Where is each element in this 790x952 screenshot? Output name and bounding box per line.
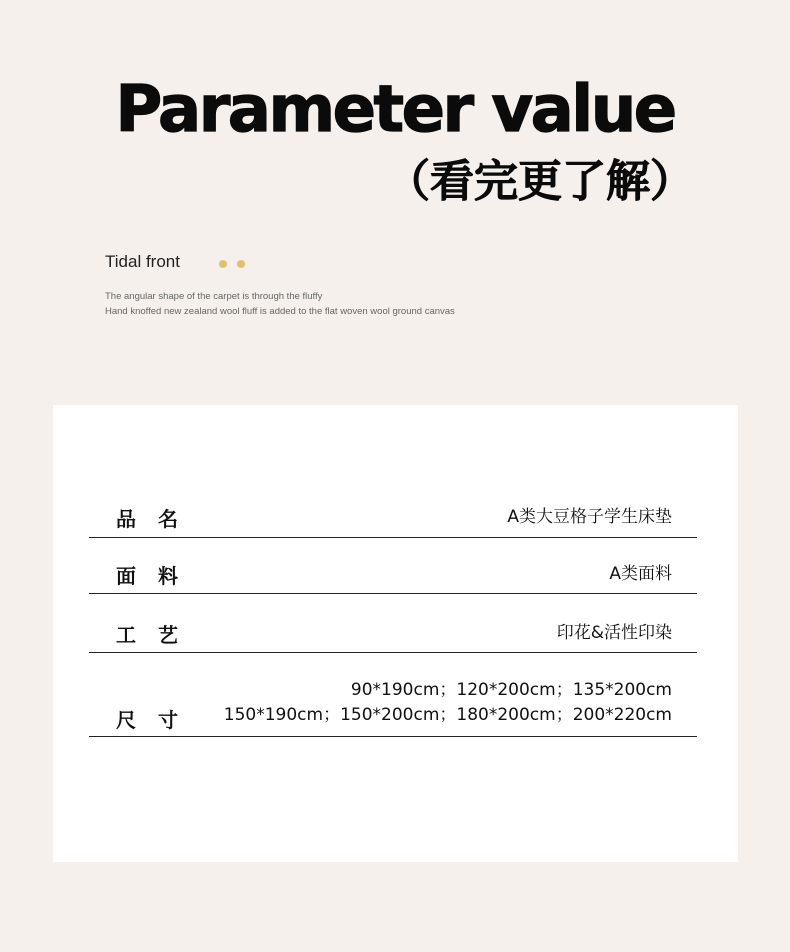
param-row-craft [89,613,697,653]
param-value: A类面料 [609,564,672,584]
param-label: 面料 [116,564,200,588]
section-description [105,289,455,319]
description-line: Hand knoffed new zealand wool fluff is added to the flat woven wool ground canvas [105,306,455,317]
dot-icon [237,260,245,268]
param-label: 工艺 [116,623,200,647]
param-row-size [89,673,697,737]
param-value [224,678,672,728]
section-heading: Tidal front [105,252,180,271]
param-label: 品名 [116,507,200,531]
page-title: Parameter value [115,73,675,147]
param-value: 印花&活性印染 [556,623,672,643]
parameter-card [53,405,738,862]
size-line: 90*190cm；120*200cm；135*200cm [350,680,672,700]
decorative-dots [219,260,245,268]
size-line: 150*190cm；150*200cm；180*200cm；200*220cm [223,705,672,725]
param-label: 尺寸 [116,708,200,732]
description-line: The angular shape of the carpet is through the fluffy [105,291,323,302]
dot-icon [219,260,227,268]
param-row-name [89,502,697,538]
param-row-fabric [89,557,697,594]
param-value: A类大豆格子学生床垫 [507,507,672,527]
page-subtitle: （看完更了解） [386,156,694,207]
